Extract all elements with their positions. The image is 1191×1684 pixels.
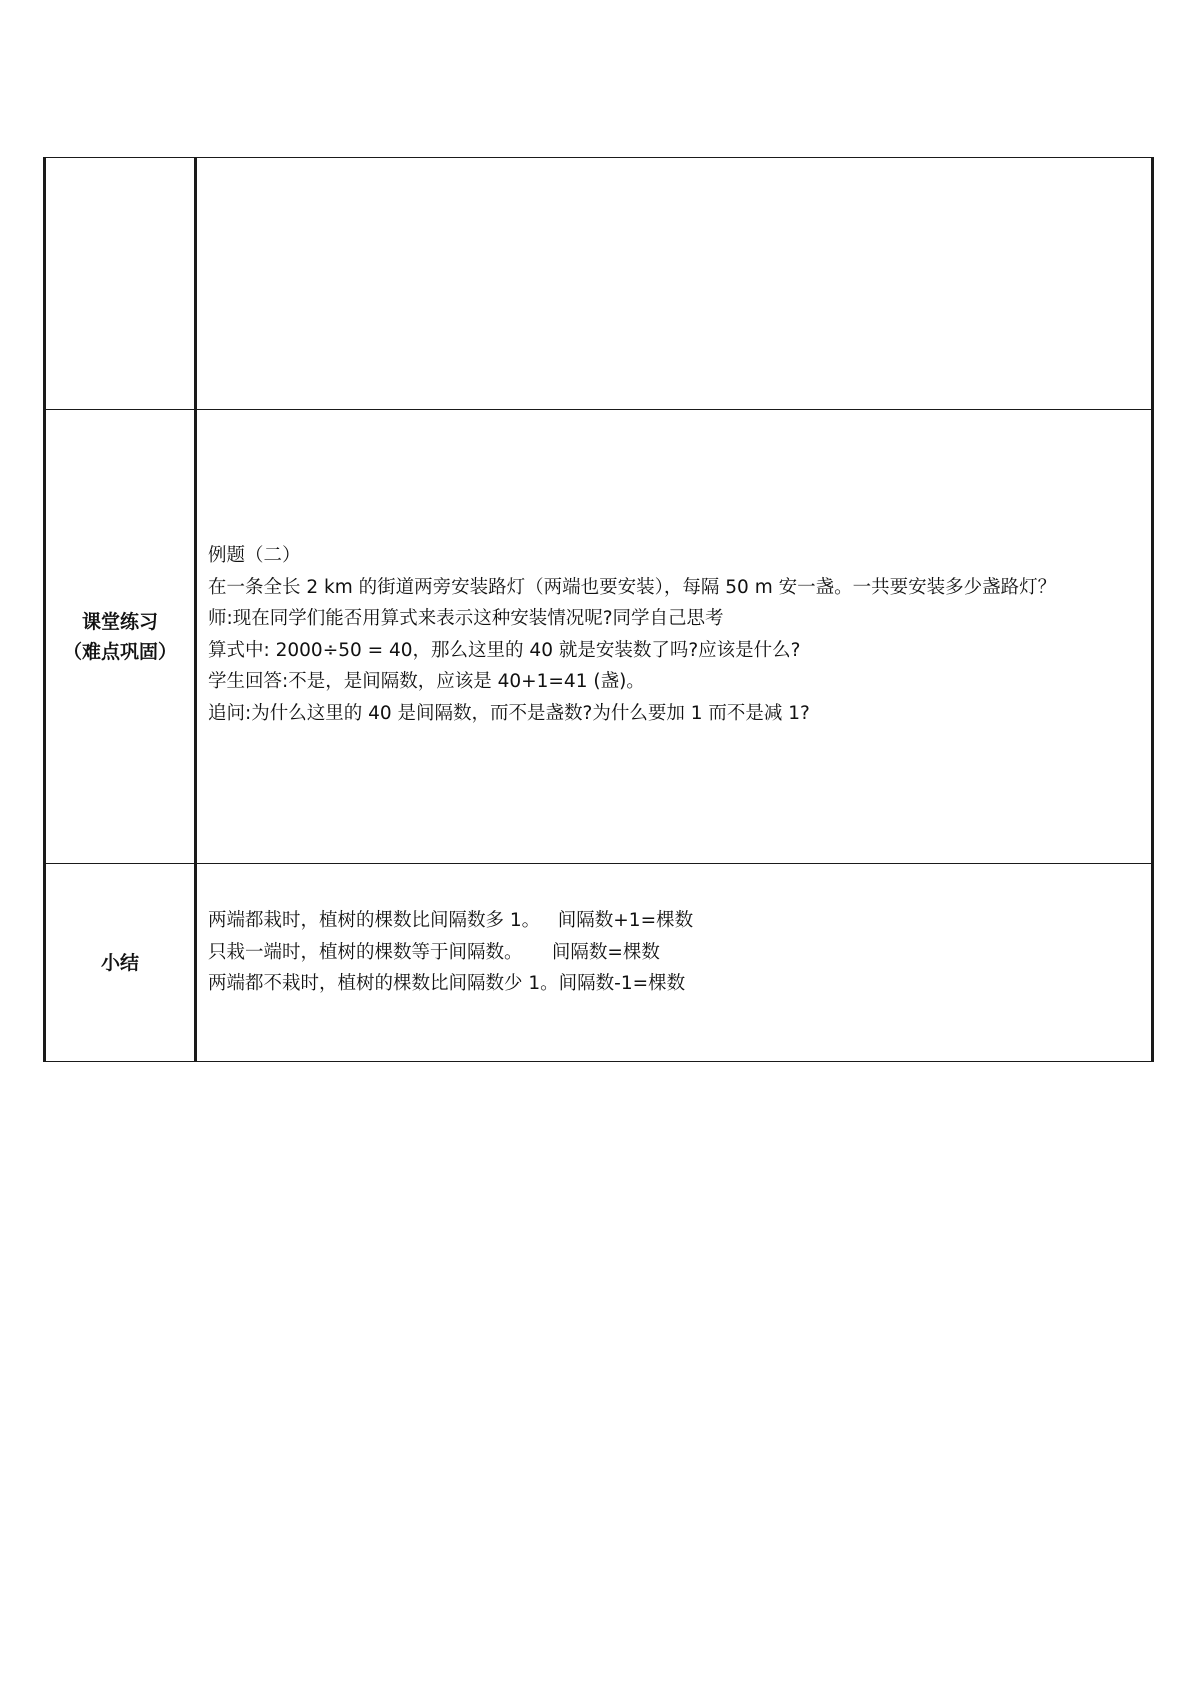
table-row — [45, 158, 1153, 410]
row-content-cell-empty — [196, 158, 1153, 410]
formula-question: 算式中: 2000÷50 = 40，那么这里的 40 就是安装数了吗?应该是什么? — [208, 639, 801, 661]
section-label-line: （难点巩固） — [62, 640, 177, 663]
section-content-classroom-practice — [196, 410, 1153, 864]
section-content-summary — [196, 864, 1153, 1062]
lesson-plan-table — [43, 157, 1154, 1062]
follow-up-question: 追问:为什么这里的 40 是间隔数，而不是盏数?为什么要加 1 而不是减 1? — [208, 702, 810, 724]
teacher-prompt: 师:现在同学们能否用算式来表示这种安装情况呢?同学自己思考 — [208, 608, 724, 629]
summary-line: 只栽一端时，植树的棵数等于间隔数。 间隔数=棵数 — [208, 941, 660, 963]
section-label-line: 课堂练习 — [81, 610, 158, 633]
example-question: 在一条全长 2 km 的街道两旁安装路灯（两端也要安装），每隔 50 m 安一盏。一共要安装多少盏路灯？ — [208, 576, 1057, 598]
section-label-classroom-practice — [45, 410, 196, 864]
student-answer: 学生回答:不是，是间隔数，应该是 40+1=41 (盏)。 — [208, 671, 645, 692]
section-label-summary — [45, 864, 196, 1062]
table-row — [45, 410, 1153, 864]
section-label-line: 小结 — [100, 951, 139, 974]
summary-line: 两端都不栽时，植树的棵数比间隔数少 1。间隔数-1=棵数 — [208, 973, 686, 995]
summary-line: 两端都栽时，植树的棵数比间隔数多 1。 间隔数+1=棵数 — [208, 910, 694, 932]
table-row — [45, 864, 1153, 1062]
row-label-cell-empty — [45, 158, 196, 410]
example-title: 例题（二） — [208, 545, 301, 566]
